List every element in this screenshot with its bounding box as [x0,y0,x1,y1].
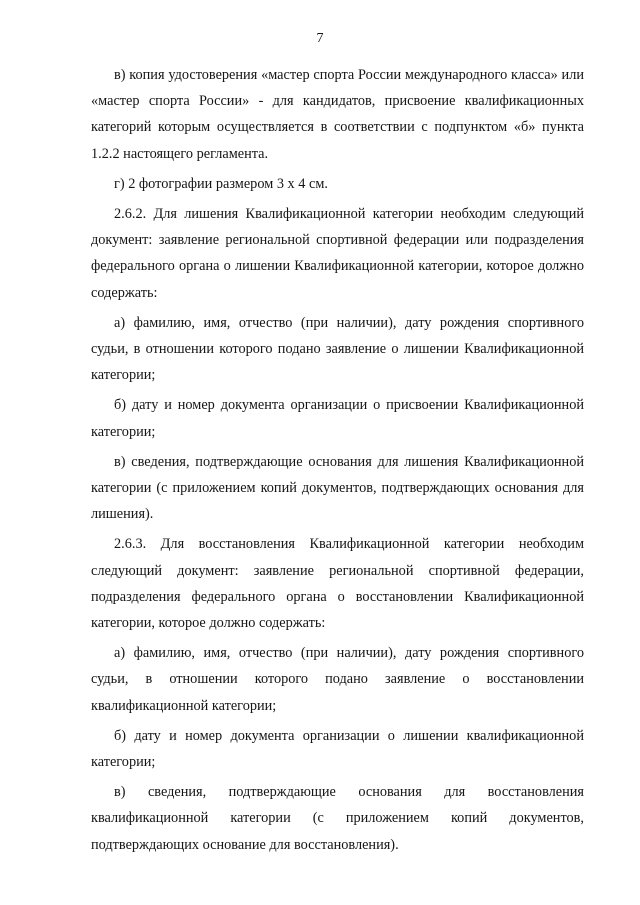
paragraph-item-v-restoration: в) сведения, подтверждающие основания для восстановления квалификационной категории (с приложением копий документов, подтверждающих основание для восстановления). [91,784,584,853]
paragraph-item-b-deprivation: б) дату и номер документа организации о присвоении Квалификационной категории; [91,397,584,440]
paragraph-item-v-deprivation: в) сведения, подтверждающие основания для лишения Квалификационной категории (с приложением копий документов, подтверждающих основания для лишения). [91,453,584,523]
page-number: 7 [316,31,324,46]
paragraph-section-2-6-2: 2.6.2. Для лишения Квалификационной категории необходим следующий документ: заявление региональной спортивной федерации или подразделения федерального органа о лишении Квалификационной категории, которое должно содержать: [91,206,584,301]
paragraph-section-2-6-3: 2.6.3. Для восстановления Квалификационной категории необходим следующий документ: заявление региональной спортивной федерации, подразделения федерального органа о восстановлении Квалификационной категории, которое должно содержать: [91,536,584,632]
paragraph-item-b-restoration: б) дату и номер документа организации о лишении квалификационной категории; [91,727,584,771]
paragraph-item-a-restoration: а) фамилию, имя, отчество (при наличии), дату рождения спортивного судьи, в отношении которого подано заявление о восстановлении квалификационной категории; [91,645,584,714]
document-body [91,62,584,858]
paragraph-item-v-certificate: в) копия удостоверения «мастер спорта России международного класса» или «мастер спорта России» - для кандидатов, присвоение квалификационных категорий которым осуществляется в соответствии с подпунктом «б» пункта 1.2.2 настоящего регламента. [91,67,584,162]
paragraph-item-a-deprivation: а) фамилию, имя, отчество (при наличии), дату рождения спортивного судьи, в отношении которого подано заявление о лишении Квалификационной категории; [91,314,584,384]
paragraph-item-g-photos: г) 2 фотографии размером 3 х 4 см. [114,175,328,192]
